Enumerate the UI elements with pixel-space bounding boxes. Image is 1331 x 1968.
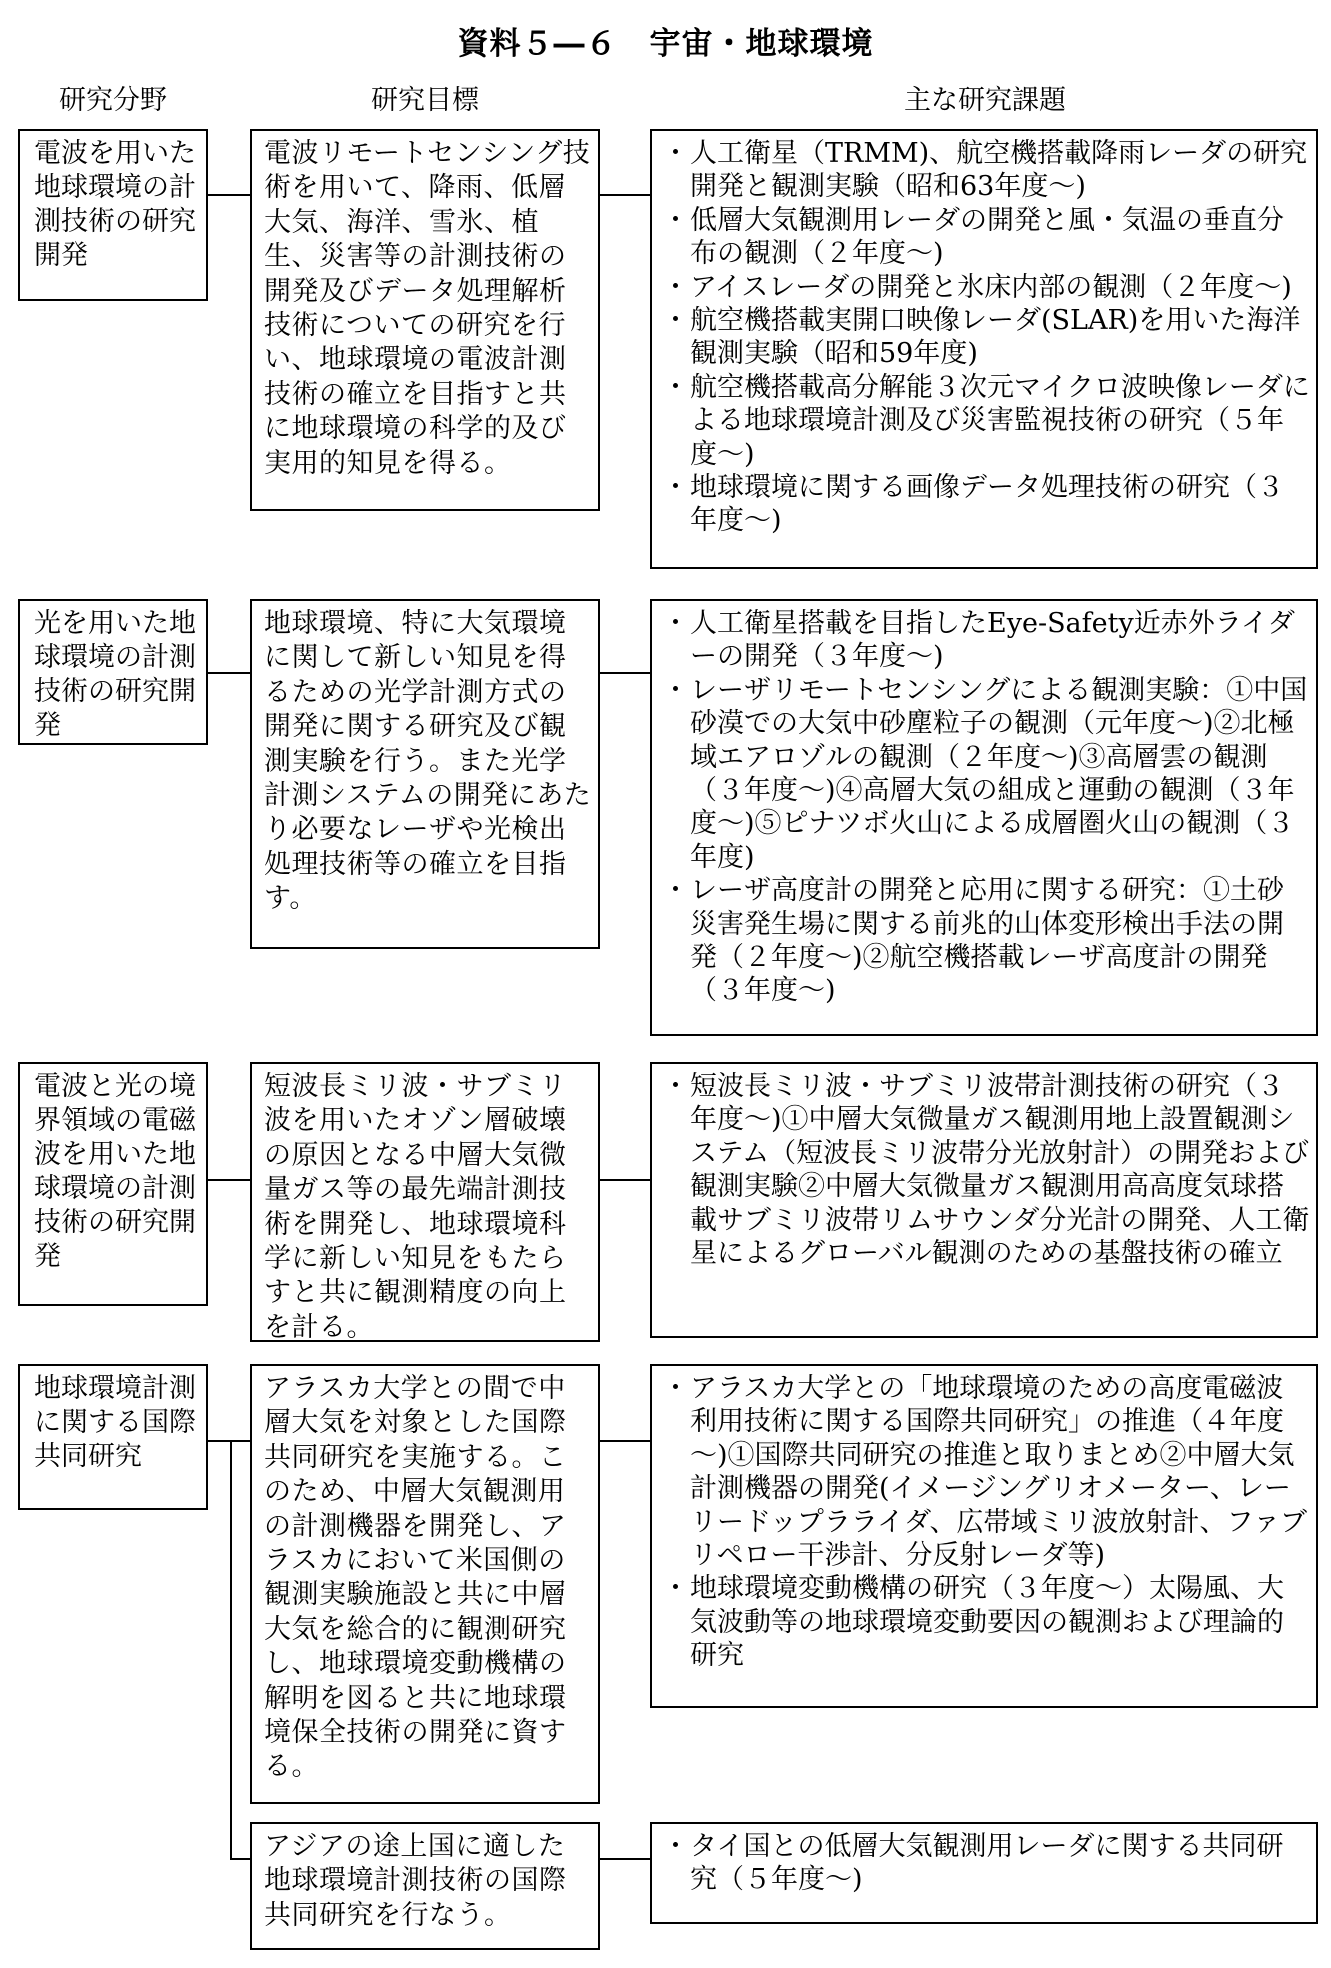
connector-line xyxy=(600,194,650,196)
field-text: 光を用いた地球環境の計測技術の研究開発 xyxy=(34,608,196,741)
goal-text: アジアの途上国に適した地球環境計測技術の国際共同研究を行なう。 xyxy=(264,1831,567,1931)
connector-line xyxy=(600,672,650,674)
task-item: ・ 航空機搭載実開口映像レーダ(SLAR)を用いた海洋観測実験（昭和59年度) xyxy=(662,304,1310,371)
header-research-goal: 研究目標 xyxy=(371,85,479,116)
task-item: ・ 低層大気観測用レーダの開発と風・気温の垂直分布の観測（２年度～) xyxy=(662,204,1310,271)
goal-box-optical-sensing xyxy=(250,599,600,949)
tasks-box-optical-sensing xyxy=(650,599,1318,1036)
field-text: 地球環境計測に関する国際共同研究 xyxy=(34,1373,196,1472)
field-box-submillimeter xyxy=(18,1062,208,1306)
task-item: ・ アラスカ大学との「地球環境のための高度電磁波利用技術に関する国際共同研究」の推進（４年度～)①国際共同研究の推進と取りまとめ②中層大気計測機器の開発(イメージングリオメーター、レーリードップラライダ、広帯域ミリ波放射計、ファブリペロー干渉計、分反射レーダ等) xyxy=(662,1372,1310,1572)
goal-box-international xyxy=(250,1364,600,1804)
goal-text: アラスカ大学との間で中層大気を対象とした国際共同研究を実施する。このため、中層大気観測用の計測機器を開発し、アラスカにおいて米国側の観測実験施設と共に中層大気を総合的に観測研究し、地球環境変動機構の解明を図ると共に地球環境保全技術の開発に資する。 xyxy=(264,1373,567,1783)
connector-line xyxy=(208,672,250,674)
branch-line xyxy=(230,1440,232,1860)
field-box-optical-sensing xyxy=(18,599,208,745)
field-text: 電波と光の境界領域の電磁波を用いた地球環境の計測技術の研究開発 xyxy=(34,1071,196,1272)
tasks-box-submillimeter xyxy=(650,1062,1318,1338)
connector-line xyxy=(600,1440,650,1442)
goal-box-asia xyxy=(250,1822,600,1950)
header-research-field: 研究分野 xyxy=(59,85,167,116)
task-item: ・ 地球環境変動機構の研究（３年度～）太陽風、大気波動等の地球環境変動要因の観測および理論的研究 xyxy=(662,1572,1310,1672)
task-item: ・ 航空機搭載高分解能３次元マイクロ波映像レーダによる地球環境計測及び災害監視技術の研究（５年度～) xyxy=(662,371,1310,471)
tasks-box-asia xyxy=(650,1822,1318,1924)
goal-text: 地球環境、特に大気環境に関して新しい知見を得るための光学計測方式の開発に関する研究及び観測実験を行う。また光学計測システムの開発にあたり必要なレーザや光検出処理技術等の確立を目指す。 xyxy=(264,608,592,915)
document-title: 資料５―６ 宇宙・地球環境 xyxy=(457,26,874,62)
task-item: ・ レーザ高度計の開発と応用に関する研究：①土砂災害発生場に関する前兆的山体変形検出手法の開発（２年度～)②航空機搭載レーザ高度計の開発（３年度～) xyxy=(662,874,1310,1008)
tasks-box-radio-sensing xyxy=(650,129,1318,569)
task-item: ・ 人工衛星搭載を目指したEye-Safety近赤外ライダーの開発（３年度～) xyxy=(662,607,1310,674)
tasks-box-international xyxy=(650,1364,1318,1708)
connector-line xyxy=(600,1179,650,1181)
goal-box-radio-sensing xyxy=(250,129,600,511)
task-item: ・ 人工衛星（TRMM)、航空機搭載降雨レーダの研究開発と観測実験（昭和63年度～) xyxy=(662,137,1310,204)
task-item: ・ レーザリモートセンシングによる観測実験：①中国砂漠での大気中砂塵粒子の観測（元年度～)②北極域エアロゾルの観測（２年度～)③高層雲の観測（３年度～)④高層大気の組成と運動の観測（３年度～)⑤ピナツボ火山による成層圏火山の観測（３年度) xyxy=(662,674,1310,874)
field-text: 電波を用いた地球環境の計測技術の研究開発 xyxy=(34,138,196,271)
task-item: ・ アイスレーダの開発と氷床内部の観測（２年度～) xyxy=(662,271,1310,304)
task-item: ・ 地球環境に関する画像データ処理技術の研究（３年度～) xyxy=(662,471,1310,538)
goal-box-submillimeter xyxy=(250,1062,600,1342)
connector-line xyxy=(208,194,250,196)
connector-line xyxy=(208,1440,250,1442)
connector-line xyxy=(600,1858,650,1860)
goal-text: 短波長ミリ波・サブミリ波を用いたオゾン層破壊の原因となる中層大気微量ガス等の最先端計測技術を開発し、地球環境科学に新しい知見をもたらすと共に観測精度の向上を計る。 xyxy=(264,1071,567,1342)
goal-text: 電波リモートセンシング技術を用いて、降雨、低層大気、海洋、雪氷、植生、災害等の計測技術の開発及びデータ処理解析技術についての研究を行い、地球環境の電波計測技術の確立を目指すと共に地球環境の科学的及び実用的知見を得る。 xyxy=(264,138,591,479)
header-research-tasks: 主な研究課題 xyxy=(904,85,1066,116)
field-box-radio-sensing xyxy=(18,129,208,301)
task-item: ・ タイ国との低層大気観測用レーダに関する共同研究（５年度～) xyxy=(662,1830,1310,1897)
field-box-international xyxy=(18,1364,208,1510)
connector-line xyxy=(230,1858,250,1860)
connector-line xyxy=(208,1179,250,1181)
task-item: ・ 短波長ミリ波・サブミリ波帯計測技術の研究（３年度～)①中層大気微量ガス観測用地上設置観測システム（短波長ミリ波帯分光放射計）の開発および観測実験②中層大気微量ガス観測用高高度気球搭載サブミリ波帯リムサウンダ分光計の開発、人工衛星によるグローバル観測のための基盤技術の確立 xyxy=(662,1070,1310,1270)
